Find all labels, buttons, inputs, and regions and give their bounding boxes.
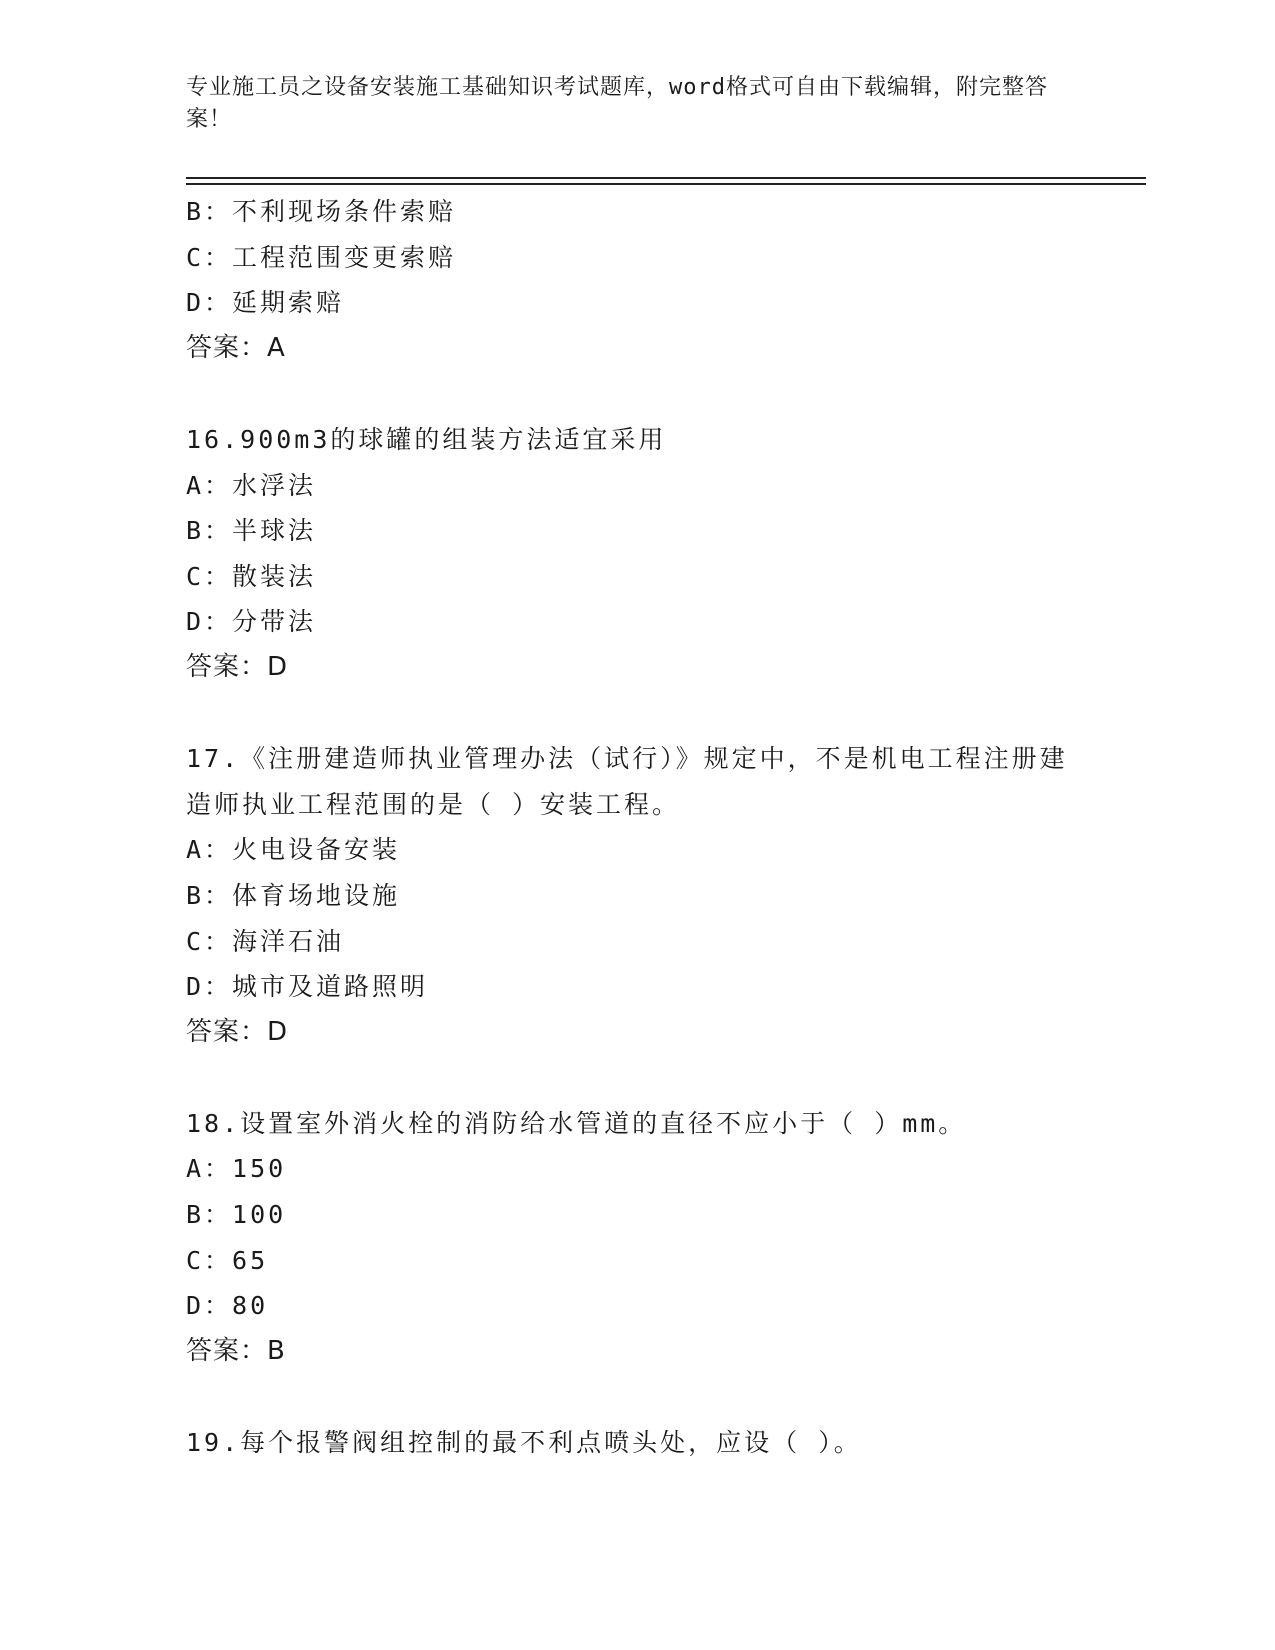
spacer: [186, 1055, 1086, 1101]
header-title: 专业施工员之设备安装施工基础知识考试题库，word格式可自由下载编辑，附完整答案！: [186, 75, 1048, 132]
option-b: B：100: [186, 1200, 287, 1230]
question-stem: 19.每个报警阀组控制的最不利点喷头处，应设（ ）。: [186, 1428, 862, 1458]
header-divider-top: [186, 177, 1146, 179]
option-c: C：工程范围变更索赔: [186, 242, 457, 272]
option-d: D：城市及道路照明: [186, 972, 429, 1002]
question-stem: 17.《注册建造师执业管理办法（试行）》规定中，不是机电工程注册建造师执业工程范围的是（ ）安装工程。: [186, 744, 1068, 819]
answer-line: 答案：B: [186, 1335, 286, 1366]
option-c: C：海洋石油: [186, 926, 345, 956]
option-c: C：65: [186, 1245, 269, 1275]
option-b: B：不利现场条件索赔: [186, 197, 457, 226]
question-stem: 18.设置室外消火栓的消防给水管道的直径不应小于（ ）mm。: [186, 1108, 967, 1138]
question-stem: 16.900m3的球罐的组装方法适宜采用: [186, 424, 667, 454]
question-18: [186, 1101, 1086, 1375]
option-a: A：火电设备安装: [186, 835, 401, 865]
answer-line: 答案：A: [186, 332, 286, 363]
question-16: [186, 417, 1086, 691]
question-19: [186, 1420, 1086, 1466]
spacer: [186, 371, 1086, 417]
header-divider-bottom: [186, 183, 1146, 185]
question-list: [186, 189, 1086, 1466]
question-partial: [186, 189, 1086, 371]
option-a: A：150: [186, 1154, 287, 1184]
spacer: [186, 691, 1086, 737]
option-d: D：延期索赔: [186, 288, 345, 318]
document-header: [186, 72, 1066, 136]
answer-line: 答案：D: [186, 1016, 289, 1047]
answer-line: 答案：D: [186, 651, 289, 682]
option-c: C：散装法: [186, 561, 317, 591]
spacer: [186, 1374, 1086, 1420]
option-a: A：水浮法: [186, 470, 317, 500]
option-d: D：80: [186, 1291, 269, 1321]
option-b: B：半球法: [186, 516, 317, 546]
option-b: B：体育场地设施: [186, 880, 401, 910]
question-17: [186, 736, 1086, 1055]
option-d: D：分带法: [186, 607, 317, 637]
